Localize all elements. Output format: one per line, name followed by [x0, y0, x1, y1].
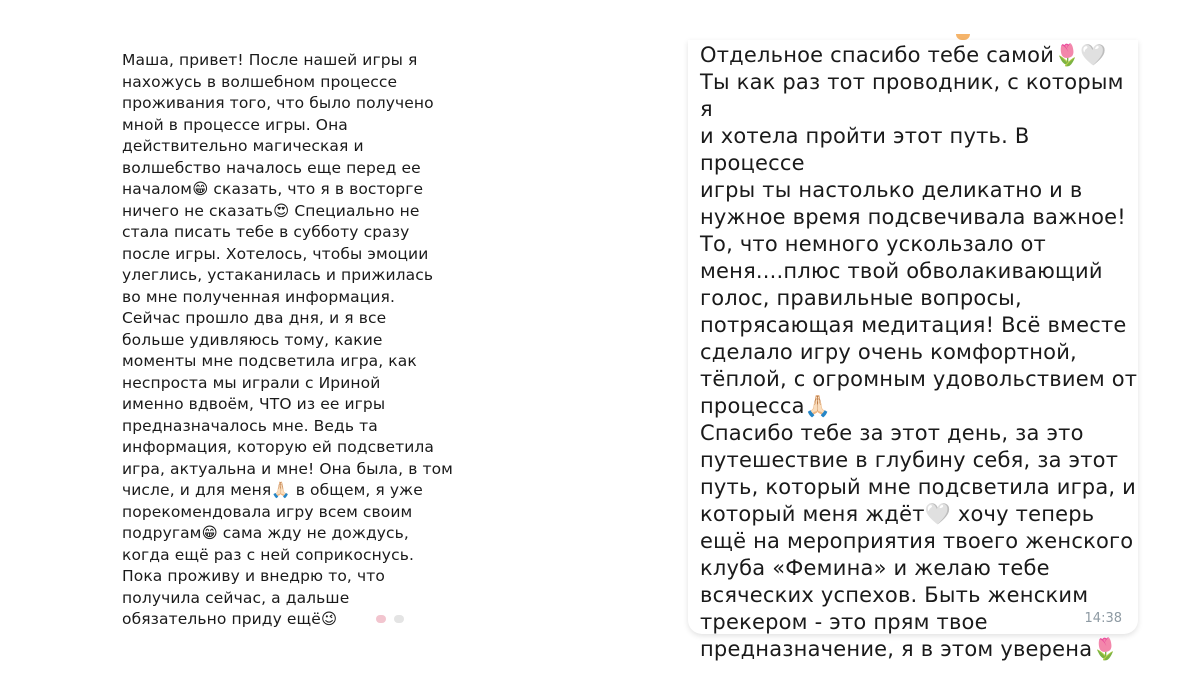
- reaction-icon: [394, 615, 404, 623]
- message-bubble-right: [688, 40, 1138, 661]
- message-text: Маша, привет! После нашей игры я нахожусь в волшебном процессе проживания того, что было получено мной в процессе игры. Она действительно магическая и волшебство началось еще перед ее началом😁 сказать, что я в восторге ничего не сказать😍 Специально не стала писать тебе в субботу сразу после игры. Хотелось, чтобы эмоции улеглись, устаканилась и прижилась во мне полученная информация. Сейчас прошло два дня, и я все больше удивляюсь тому, какие моменты мне подсветила игра, как неспроста мы играли с Ириной именно вдвоём, ЧТО из ее игры предназначалось мне. Ведь та информация, которую ей подсветила игра, актуальна и мне! Она была, в том числе, и для меня🙏🏻 в общем, я уже порекомендовала игру всем своим подругам😁 сама жду не дождусь, когда ещё раз с ней соприкоснусь. Пока проживу и внедрю то, что получила сейчас, а дальше обязательно приду ещё😉: [122, 51, 453, 628]
- reaction-strip: [376, 615, 436, 625]
- message-timestamp: 14:38: [1084, 611, 1122, 626]
- message-bubble-left: [108, 44, 460, 628]
- message-text: Отдельное спасибо тебе самой🌷🤍 Ты как раз тот проводник, с которым я и хотела пройти этот путь. В процессе игры ты настолько деликатно и в нужное время подсвечивала важное! То, что немного ускользало от меня....плюс твой обволакивающий голос, правильные вопросы, потрясающая медитация! Всё вместе сделало игру очень комфортной, тёплой, с огромным удовольствием от процесса🙏🏻 Спасибо тебе за этот день, за это путешествие в глубину себя, за этот путь, который мне подсветила игра, и который меня ждёт🤍 хочу теперь ещё на мероприятия твоего женского клуба «Фемина» и желаю тебе всяческих успехов. Быть женским трекером - это прям твое предназначение, я в этом уверена🌷: [700, 43, 1138, 661]
- reaction-icon: [376, 615, 386, 623]
